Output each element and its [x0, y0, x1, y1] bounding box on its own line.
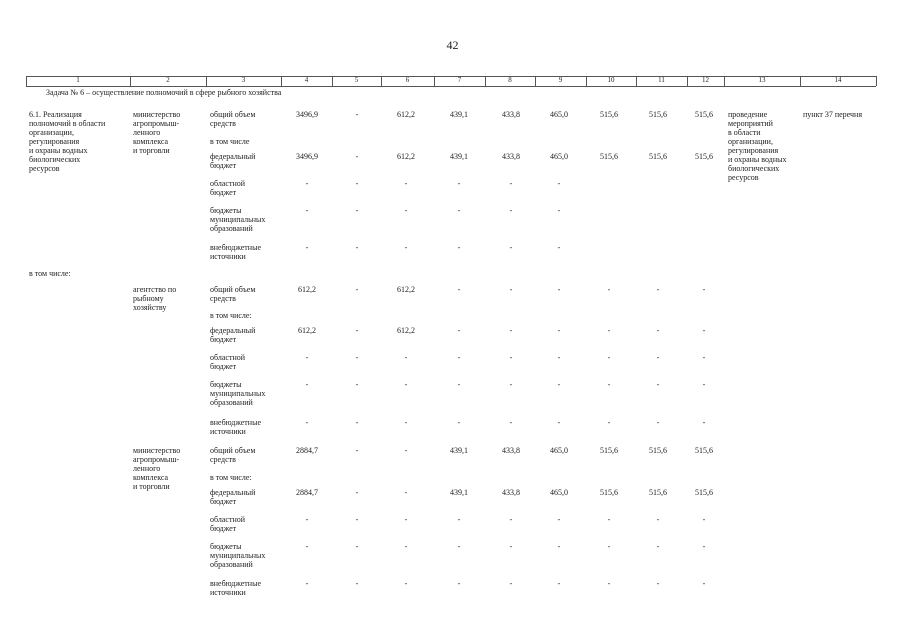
source-extra: внебюджетные источники — [210, 418, 261, 436]
value-cell-federal: - — [404, 488, 408, 497]
value-cell-municipal: - — [404, 542, 408, 551]
value-cell-total: 439,1 — [450, 446, 468, 455]
source-federal: федеральный бюджет — [210, 326, 256, 344]
value-cell-regional: - — [457, 179, 461, 188]
executor-ministry: министерство агропромыш- ленного комплекса и торговли — [133, 446, 181, 491]
value-cell-total: 612,2 — [298, 285, 316, 294]
value-cell-extra: - — [509, 579, 513, 588]
value-cell-total: 515,6 — [649, 110, 667, 119]
column-number-14: 14 — [834, 76, 842, 84]
page-number: 42 — [446, 38, 459, 52]
value-cell-municipal: - — [557, 206, 561, 215]
value-cell-total: 515,6 — [600, 446, 618, 455]
value-cell-regional: - — [607, 353, 611, 362]
value-cell-total: - — [656, 285, 660, 294]
value-cell-regional: - — [305, 515, 309, 524]
measure-result: проведение мероприятий в области организации, регулирования и охраны водных биологических ресурсов — [728, 110, 787, 182]
value-cell-federal: 612,2 — [397, 326, 415, 335]
value-cell-regional: - — [509, 179, 513, 188]
value-cell-extra: - — [702, 418, 706, 427]
value-cell-federal: 465,0 — [550, 152, 568, 161]
value-cell-extra: - — [702, 579, 706, 588]
source-total: общий объем средств — [210, 285, 256, 303]
value-cell-regional: - — [404, 353, 408, 362]
value-cell-total: - — [457, 285, 461, 294]
measure-executor: министерство агропромыш- ленного комплекса и торговли — [133, 110, 181, 155]
value-cell-total: 612,2 — [397, 110, 415, 119]
value-cell-federal: 515,6 — [649, 152, 667, 161]
source-incl: в том числе: — [210, 311, 252, 320]
value-cell-municipal: - — [509, 380, 513, 389]
value-cell-total: - — [355, 446, 359, 455]
value-cell-extra: - — [607, 579, 611, 588]
value-cell-extra: - — [607, 418, 611, 427]
column-number-3: 3 — [241, 76, 246, 84]
value-cell-municipal: - — [305, 380, 309, 389]
value-cell-federal: 612,2 — [298, 326, 316, 335]
measure-title: 6.1. Реализация полномочий в области организации, регулирования и охраны водных биологических ресурсов — [29, 110, 106, 173]
value-cell-federal: 439,1 — [450, 152, 468, 161]
source-federal: федеральный бюджет — [210, 152, 256, 170]
value-cell-total: 3496,9 — [296, 110, 318, 119]
value-cell-municipal: - — [509, 542, 513, 551]
value-cell-federal: - — [457, 326, 461, 335]
column-number-1: 1 — [76, 76, 80, 84]
value-cell-extra: - — [355, 418, 359, 427]
value-cell-municipal: - — [457, 380, 461, 389]
value-cell-municipal: - — [355, 542, 359, 551]
value-cell-regional: - — [509, 515, 513, 524]
column-number-6: 6 — [405, 76, 410, 84]
value-cell-municipal: - — [557, 542, 561, 551]
column-divider — [876, 76, 877, 86]
source-municipal: бюджеты муниципальных образований — [210, 542, 266, 569]
column-number-9: 9 — [558, 76, 563, 84]
value-cell-total: - — [702, 285, 706, 294]
source-federal: федеральный бюджет — [210, 488, 256, 506]
value-cell-total: 515,6 — [695, 110, 713, 119]
value-cell-federal: - — [557, 326, 561, 335]
in-that-number-label: в том числе: — [29, 269, 71, 278]
value-cell-regional: - — [355, 353, 359, 362]
value-cell-municipal: - — [305, 206, 309, 215]
source-regional: областной бюджет — [210, 353, 246, 371]
value-cell-federal: - — [607, 326, 611, 335]
value-cell-regional: - — [656, 353, 660, 362]
value-cell-total: 433,8 — [502, 446, 520, 455]
value-cell-municipal: - — [355, 380, 359, 389]
value-cell-federal: 515,6 — [600, 152, 618, 161]
column-number-2: 2 — [166, 76, 170, 84]
source-incl: в том числе — [210, 137, 250, 146]
column-number-12: 12 — [702, 76, 709, 84]
value-cell-municipal: - — [509, 206, 513, 215]
source-extra: внебюджетные источники — [210, 579, 261, 597]
value-cell-extra: - — [557, 579, 561, 588]
column-number-11: 11 — [658, 76, 665, 84]
value-cell-extra: - — [457, 243, 461, 252]
value-cell-federal: - — [355, 152, 359, 161]
value-cell-municipal: - — [702, 380, 706, 389]
value-cell-municipal: - — [355, 206, 359, 215]
column-number-5: 5 — [354, 76, 359, 84]
column-number-4: 4 — [304, 76, 309, 84]
column-number-13: 13 — [758, 76, 766, 84]
value-cell-regional: - — [305, 353, 309, 362]
value-cell-municipal: - — [457, 206, 461, 215]
value-cell-federal: 433,8 — [502, 488, 520, 497]
value-cell-municipal: - — [404, 380, 408, 389]
value-cell-total: - — [509, 285, 513, 294]
measure-reference: пункт 37 перечня — [803, 110, 863, 119]
value-cell-extra: - — [355, 579, 359, 588]
value-cell-total: 515,6 — [695, 446, 713, 455]
source-incl: в том числе: — [210, 473, 252, 482]
value-cell-municipal: - — [656, 380, 660, 389]
value-cell-regional: - — [702, 353, 706, 362]
value-cell-total: 2884,7 — [296, 446, 318, 455]
value-cell-total: 515,6 — [649, 446, 667, 455]
value-cell-extra: - — [557, 243, 561, 252]
value-cell-federal: - — [509, 326, 513, 335]
value-cell-federal: - — [702, 326, 706, 335]
value-cell-extra: - — [355, 243, 359, 252]
value-cell-extra: - — [305, 579, 309, 588]
value-cell-regional: - — [404, 179, 408, 188]
value-cell-municipal: - — [702, 542, 706, 551]
value-cell-regional: - — [457, 353, 461, 362]
source-municipal: бюджеты муниципальных образований — [210, 206, 266, 233]
value-cell-municipal: - — [404, 206, 408, 215]
value-cell-municipal: - — [607, 542, 611, 551]
value-cell-extra: - — [404, 418, 408, 427]
value-cell-federal: 433,8 — [502, 152, 520, 161]
value-cell-federal: 3496,9 — [296, 152, 318, 161]
value-cell-total: - — [355, 285, 359, 294]
value-cell-extra: - — [404, 579, 408, 588]
column-number-10: 10 — [607, 76, 615, 84]
value-cell-regional: - — [404, 515, 408, 524]
value-cell-regional: - — [305, 179, 309, 188]
value-cell-total: - — [607, 285, 611, 294]
value-cell-federal: 515,6 — [695, 152, 713, 161]
value-cell-federal: - — [656, 326, 660, 335]
value-cell-total: - — [404, 446, 408, 455]
value-cell-regional: - — [557, 353, 561, 362]
value-cell-extra: - — [509, 418, 513, 427]
value-cell-extra: - — [305, 418, 309, 427]
value-cell-total: - — [557, 285, 561, 294]
value-cell-regional: - — [557, 515, 561, 524]
value-cell-regional: - — [557, 179, 561, 188]
value-cell-total: - — [355, 110, 359, 119]
value-cell-regional: - — [702, 515, 706, 524]
source-municipal: бюджеты муниципальных образований — [210, 380, 266, 407]
value-cell-extra: - — [509, 243, 513, 252]
executor-agency: агентство по рыбному хозяйству — [133, 285, 177, 312]
value-cell-total: 465,0 — [550, 110, 568, 119]
value-cell-extra: - — [305, 243, 309, 252]
value-cell-federal: 515,6 — [649, 488, 667, 497]
value-cell-municipal: - — [557, 380, 561, 389]
value-cell-federal: - — [355, 488, 359, 497]
value-cell-total: 612,2 — [397, 285, 415, 294]
value-cell-total: 465,0 — [550, 446, 568, 455]
source-regional: областной бюджет — [210, 515, 246, 533]
value-cell-federal: 612,2 — [397, 152, 415, 161]
source-extra: внебюджетные источники — [210, 243, 261, 261]
value-cell-extra: - — [656, 579, 660, 588]
column-number-7: 7 — [457, 76, 462, 84]
value-cell-municipal: - — [656, 542, 660, 551]
value-cell-municipal: - — [607, 380, 611, 389]
value-cell-extra: - — [656, 418, 660, 427]
value-cell-federal: 439,1 — [450, 488, 468, 497]
value-cell-municipal: - — [457, 542, 461, 551]
value-cell-municipal: - — [305, 542, 309, 551]
source-regional: областной бюджет — [210, 179, 246, 197]
value-cell-extra: - — [457, 579, 461, 588]
value-cell-total: 439,1 — [450, 110, 468, 119]
source-total: общий объем средств — [210, 446, 256, 464]
value-cell-federal: 515,6 — [695, 488, 713, 497]
value-cell-federal: 515,6 — [600, 488, 618, 497]
value-cell-regional: - — [457, 515, 461, 524]
value-cell-regional: - — [607, 515, 611, 524]
value-cell-regional: - — [355, 179, 359, 188]
value-cell-federal: 465,0 — [550, 488, 568, 497]
column-number-8: 8 — [508, 76, 512, 84]
value-cell-federal: 2884,7 — [296, 488, 318, 497]
value-cell-regional: - — [509, 353, 513, 362]
value-cell-extra: - — [404, 243, 408, 252]
value-cell-federal: - — [355, 326, 359, 335]
value-cell-extra: - — [457, 418, 461, 427]
value-cell-regional: - — [355, 515, 359, 524]
task-title: Задача № 6 – осуществление полномочий в сфере рыбного хозяйства — [46, 88, 282, 97]
value-cell-extra: - — [557, 418, 561, 427]
value-cell-total: 515,6 — [600, 110, 618, 119]
value-cell-regional: - — [656, 515, 660, 524]
source-total: общий объем средств — [210, 110, 256, 128]
value-cell-total: 433,8 — [502, 110, 520, 119]
